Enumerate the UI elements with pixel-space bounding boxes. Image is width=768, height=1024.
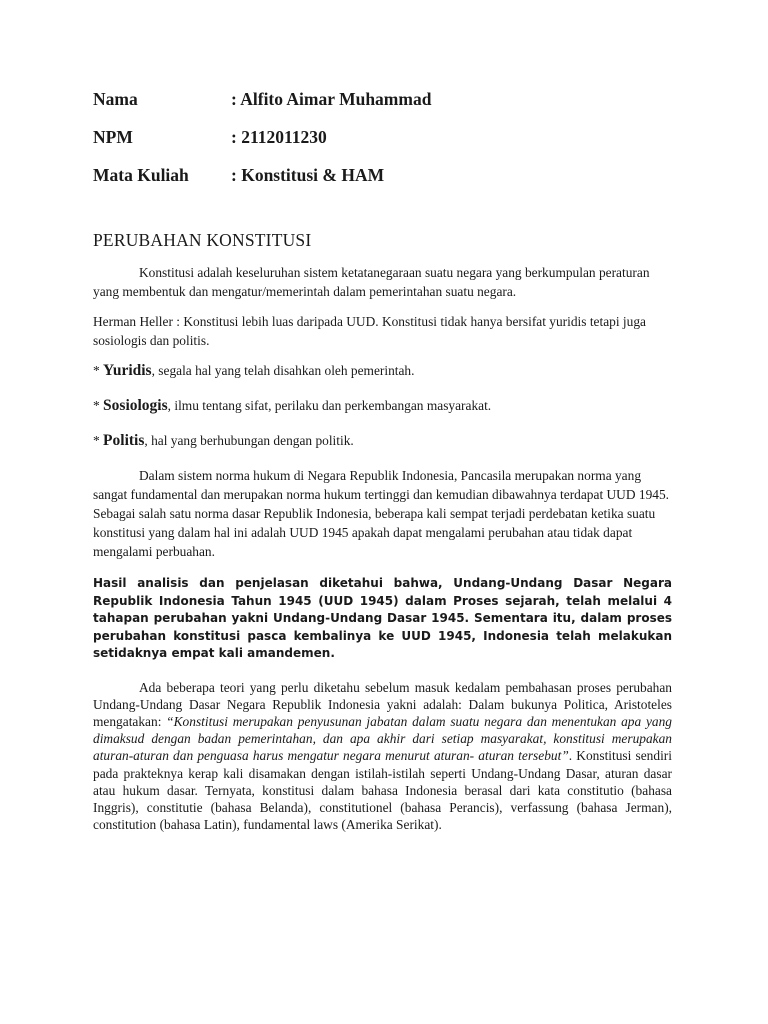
paragraph-teori-perubahan xyxy=(93,679,672,834)
bullet-text: , segala hal yang telah disahkan oleh pemerintah. xyxy=(151,363,415,378)
teori-tail: . Konstitusi sendiri pada prakteknya kerap kali disamakan dengan istilah-istilah seperti Undang-Undang Dasar, aturan dasar atau hukum dasar. Ternyata, konstitusi dalam bahasa Indonesia berasal dari kata constitutio (bahasa Inggris), constitutie (bahasa Belanda), constitutionel (bahasa Perancis), verfassung (bahasa Jerman), constitution (bahasa Latin), fundamental laws (Amerika Serikat). xyxy=(93,748,672,833)
bullet-sosiologis xyxy=(93,396,672,415)
bullet-yuridis xyxy=(93,361,672,380)
bullet-term: Yuridis xyxy=(103,362,152,379)
paragraph-hasil-analisis: Hasil analisis dan penjelasan diketahui bahwa, Undang-Undang Dasar Negara Republik Indonesia Tahun 1945 (UUD 1945) dalam Proses sejarah, telah melalui 4 tahapan perubahan yakni Undang-Undang Dasar 1945. Sementara itu, dalam proses perubahan konstitusi pasca kembalinya ke UUD 1945, Indonesia telah melakukan setidaknya empat kali amandemen. xyxy=(93,576,672,660)
paragraph-norma-hukum: Dalam sistem norma hukum di Negara Republik Indonesia, Pancasila merupakan norma yang sangat fundamental dan merupakan norma hukum tertinggi dan kemudian dibawahnya terdapat UUD 1945. Sebagai salah satu norma dasar Republik Indonesia, beberapa kali sempat terjadi perdebatan ketika suatu konstitusi yang dalam hal ini adalah UUD 1945 apakah dapat mengalami perubahan atau tidak dapat mengalami perbuahan. xyxy=(93,468,669,559)
bullet-star: * xyxy=(93,398,104,413)
label-mata-kuliah: Mata Kuliah xyxy=(93,165,189,185)
section-title: PERUBAHAN KONSTITUSI xyxy=(93,230,312,250)
header-row-nama xyxy=(93,88,672,110)
paragraph-herman-heller: Herman Heller : Konstitusi lebih luas daripada UUD. Konstitusi tidak hanya bersifat yuridis tetapi juga sosiologis dan politis. xyxy=(93,314,646,348)
bullet-term: Sosiologis xyxy=(103,397,168,414)
value-nama: : Alfito Aimar Muhammad xyxy=(231,89,432,109)
header-row-mata-kuliah xyxy=(93,164,672,186)
header-row-npm xyxy=(93,126,672,148)
value-npm: : 2112011230 xyxy=(231,127,327,147)
aristoteles-quote: “Konstitusi merupakan penyusunan jabatan dalam suatu negara dan menentukan apa yang dimaksud dengan badan pemerintahan, dan apa akhir dari setiap masyarakat, konstitusi merupakan aturan-aturan dan penguasa harus mengatur negara menurut aturan- aturan tersebut” xyxy=(93,713,672,764)
bullet-text: , hal yang berhubungan dengan politik. xyxy=(144,433,354,448)
teori-lead: Ada beberapa teori yang perlu diketahu sebelum masuk kedalam pembahasan proses perubahan Undang-Undang Dasar Negara Republik Indonesia yakni adalah: Dalam bukunya Politica, Aristoteles mengatakan: xyxy=(93,679,672,729)
bullet-star: * xyxy=(93,363,104,378)
paragraph-definition: Konstitusi adalah keseluruhan sistem ketatanegaraan suatu negara yang berkumpulan peraturan yang membentuk dan mengatur/memerintah dalam pemerintahan suatu negara. xyxy=(93,265,650,299)
bullet-star: * xyxy=(93,433,104,448)
bullet-politis xyxy=(93,431,672,450)
label-npm: NPM xyxy=(93,127,133,147)
bullet-text: , ilmu tentang sifat, perilaku dan perkembangan masyarakat. xyxy=(167,398,492,413)
value-mata-kuliah: : Konstitusi & HAM xyxy=(231,165,385,185)
label-nama: Nama xyxy=(93,89,138,109)
bullet-term: Politis xyxy=(103,432,145,449)
